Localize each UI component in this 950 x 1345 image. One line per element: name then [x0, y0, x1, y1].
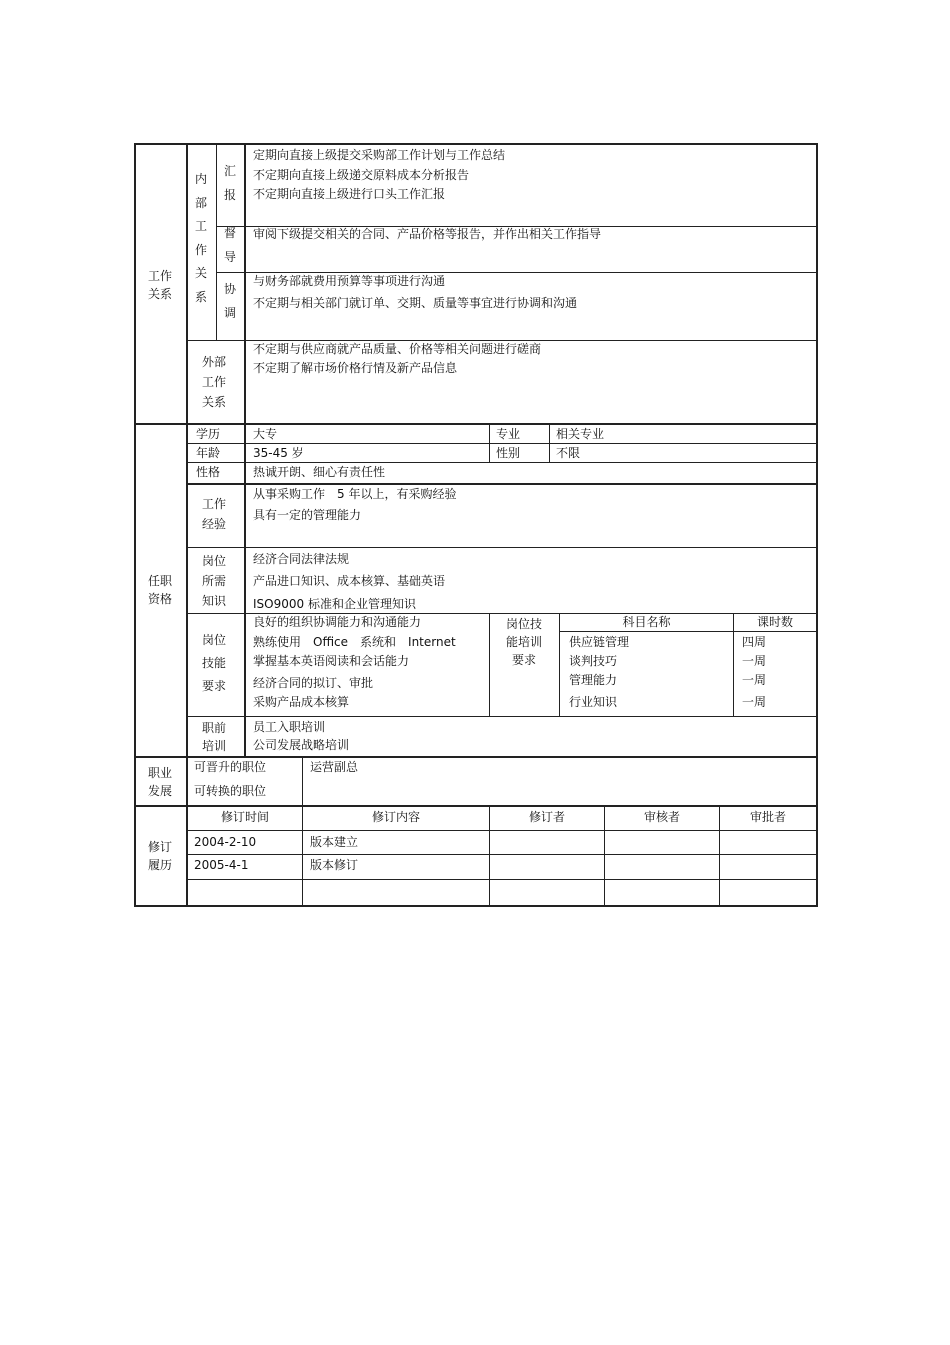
knowledge-label: 岗位 所需 知识 — [201, 554, 226, 608]
revision-label: 修订 履历 — [147, 840, 172, 872]
divider-career-col — [302, 758, 303, 805]
hours-header: 课时数 — [756, 615, 793, 629]
hours-4: 一周 — [742, 695, 767, 709]
rev-row-1-time: 2004-2-10 — [194, 835, 257, 849]
skills-item-1: 良好的组织协调能力和沟通能力 — [253, 615, 422, 629]
divider-training-col — [489, 613, 490, 716]
transferable-label: 可转换的职位 — [194, 784, 267, 798]
pre-job-training-label: 职前 培训 — [201, 721, 226, 753]
promotable-label: 可晋升的职位 — [194, 760, 267, 774]
career-label: 职业 发展 — [147, 766, 172, 798]
row-line-coordinate — [186, 340, 816, 341]
external-item-1: 不定期与供应商就产品质量、价格等相关问题进行磋商 — [253, 342, 542, 356]
subject-header: 科目名称 — [622, 615, 671, 629]
row-line-skills — [186, 716, 816, 717]
education-label: 学历 — [196, 427, 221, 441]
skills-label: 岗位 技能 要求 — [201, 633, 226, 693]
experience-item-2: 具有一定的管理能力 — [253, 508, 362, 522]
subject-4: 行业知识 — [569, 695, 618, 709]
report-item-1: 定期向直接上级提交采购部工作计划与工作总结 — [253, 148, 506, 162]
row-line-rev-2 — [186, 879, 816, 880]
rev-header-reviewer: 审核者 — [643, 810, 680, 824]
row-line-rev-header — [186, 830, 816, 831]
row-line-education — [186, 443, 816, 444]
knowledge-item-2: 产品进口知识、成本核算、基础英语 — [253, 574, 446, 588]
hours-1: 四周 — [742, 635, 767, 649]
skills-item-3: 掌握基本英语阅读和会话能力 — [253, 654, 410, 668]
gender-value: 不限 — [556, 446, 581, 460]
report-item-3: 不定期向直接上级进行口头工作汇报 — [253, 187, 446, 201]
coordinate-label: 协调 — [223, 282, 236, 320]
qualifications-label: 任职 资格 — [147, 574, 172, 606]
rev-header-content: 修订内容 — [371, 810, 420, 824]
divider-content-col-work — [244, 145, 246, 423]
row-line-experience — [186, 547, 816, 548]
divider-internal-col — [216, 145, 217, 340]
divider-content-col-qual — [244, 425, 246, 756]
personality-value: 热诚开朗、细心有责任性 — [253, 465, 386, 479]
hours-3: 一周 — [742, 673, 767, 687]
row-line-rev-1 — [186, 854, 816, 855]
supervise-label: 督导 — [223, 226, 236, 264]
gender-label: 性别 — [496, 446, 521, 460]
external-item-2: 不定期了解市场价格行情及新产品信息 — [253, 361, 458, 375]
knowledge-item-3: ISO9000 标准和企业管理知识 — [253, 597, 416, 611]
promotable-value: 运营副总 — [310, 760, 359, 774]
education-value: 大专 — [253, 427, 278, 441]
row-line-age — [186, 462, 816, 463]
experience-item-1: 从事采购工作 5 年以上，有采购经验 — [253, 487, 457, 501]
age-value: 35-45 岁 — [253, 446, 304, 460]
experience-label: 工作 经验 — [201, 497, 226, 531]
age-label: 年龄 — [196, 446, 221, 460]
rev-header-approver: 审批者 — [749, 810, 786, 824]
divider-major-value-col — [549, 425, 550, 462]
report-item-2: 不定期向直接上级递交原料成本分析报告 — [253, 168, 470, 182]
skills-item-2: 熟练使用 Office 系统和 Internet — [253, 635, 456, 649]
coordinate-item-1: 与财务部就费用预算等事项进行沟通 — [253, 274, 446, 288]
hours-2: 一周 — [742, 654, 767, 668]
coordinate-item-2: 不定期与相关部门就订单、交期、质量等事宜进行协调和沟通 — [253, 296, 578, 310]
rev-row-2-time: 2005-4-1 — [194, 858, 249, 872]
personality-label: 性格 — [196, 465, 221, 479]
knowledge-item-1: 经济合同法律法规 — [253, 552, 350, 566]
rev-header-time: 修订时间 — [220, 810, 269, 824]
major-label: 专业 — [496, 427, 521, 441]
row-line-knowledge — [186, 613, 816, 614]
training-req-label: 岗位技 能培训 要求 — [505, 617, 542, 667]
report-label: 汇报 — [223, 164, 236, 202]
divider-qual-career — [134, 756, 818, 758]
work-relations-label: 工作 关系 — [147, 269, 172, 301]
internal-relations-label: 内部工作关系 — [194, 172, 207, 304]
divider-career-revision — [134, 805, 818, 807]
rev-row-1-content: 版本建立 — [310, 835, 359, 849]
external-relations-label: 外部 工作 关系 — [201, 355, 226, 409]
pre-job-item-2: 公司发展战略培训 — [253, 738, 350, 752]
row-line-supervise — [216, 272, 816, 273]
divider-major-col — [489, 425, 490, 462]
skills-item-5: 采购产品成本核算 — [253, 695, 350, 709]
rev-row-2-content: 版本修订 — [310, 858, 359, 872]
major-value: 相关专业 — [556, 427, 605, 441]
skills-item-4: 经济合同的拟订、审批 — [253, 676, 374, 690]
row-line-personality — [186, 483, 816, 485]
subject-3: 管理能力 — [569, 673, 618, 687]
row-line-training-header — [559, 631, 816, 632]
rev-header-reviser: 修订者 — [528, 810, 565, 824]
divider-work-qual — [134, 423, 818, 425]
supervise-item-1: 审阅下级提交相关的合同、产品价格等报告，并作出相关工作指导 — [253, 227, 602, 241]
subject-1: 供应链管理 — [569, 635, 630, 649]
subject-2: 谈判技巧 — [569, 654, 618, 668]
pre-job-item-1: 员工入职培训 — [253, 720, 326, 734]
